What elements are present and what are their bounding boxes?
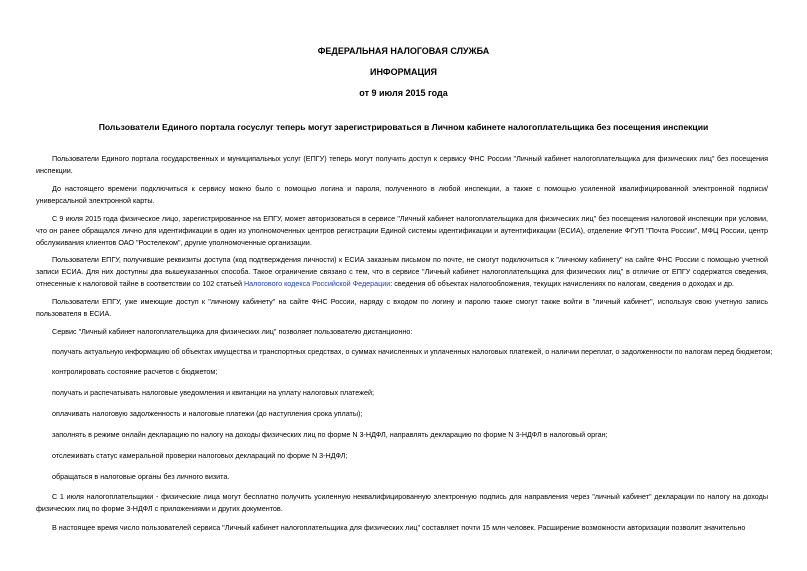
list-item-declaration: заполнять в режиме онлайн декларацию по налогу на доходы физических лиц по форме N 3-НДФЛ, направлять декларацию по форме N 3-НДФЛ в налоговый орган; [52, 430, 608, 439]
list-item-pay: оплачивать налоговую задолженность и налоговые платежи (до наступления срока уплаты); [52, 409, 363, 418]
list-item-info: получать актуальную информацию об объектах имущества и транспортных средствах, о суммах начисленных и уплаченных налоговых платежей, о наличии переплат, о задолженности по налогам перед бюджетом; [52, 347, 773, 356]
tax-code-link[interactable]: Налогового кодекса Российской Федерации [243, 279, 391, 288]
doc-type-heading: ИНФОРМАЦИЯ [369, 67, 438, 77]
list-item-print: получать и распечатывать налоговые уведомления и квитанции на уплату налоговых платежей; [52, 388, 374, 397]
paragraph-7: С 1 июля налогоплательщики - физические лица могут бесплатно получить усиленную неквалифицированную электронную подпись для направления через "личный кабинет" декларации по налогу на доходы физических лиц по форме 3-НДФЛ с приложениями и других документов. [36, 492, 768, 513]
paragraph-8: В настоящее время число пользователей сервиса "Личный кабинет налогоплательщика для физических лиц" составляет почти 15 млн человек. Расширение возможности авторизации позволит значительно [52, 523, 746, 532]
document-title: Пользователи Единого портала госуслуг теперь могут зарегистрироваться в Личном кабинете налогоплательщика без посещения инспекции [98, 122, 709, 132]
list-item-control: контролировать состояние расчетов с бюджетом; [52, 367, 218, 376]
paragraph-2: До настоящего времени подключиться к сервису можно было с помощью логина и пароля, полученного в любой инспекции, а также с помощью усиленной квалифицированной электронной подписи/универсальной электронной карты. [36, 184, 768, 205]
paragraph-1: Пользователи Единого портала государственных и муниципальных услуг (ЕПГУ) теперь могут получить доступ к сервису ФНС России "Личный кабинет налогоплательщика для физических лиц" без посещения инспекции. [36, 154, 768, 175]
agency-heading: ФЕДЕРАЛЬНАЯ НАЛОГОВАЯ СЛУЖБА [317, 46, 490, 56]
paragraph-5: Пользователи ЕПГУ, уже имеющие доступ к "личному кабинету" на сайте ФНС России, наряду с входом по логину и паролю также смогут также войти в "личный кабинет", используя свою учетную запись пользователя в ЕСИА. [36, 297, 768, 318]
list-item-contact: обращаться в налоговые органы без личного визита. [52, 472, 230, 481]
list-item-status: отслеживать статус камеральной проверки налоговых деклараций по форме N 3-НДФЛ; [52, 451, 348, 460]
paragraph-4 [36, 254, 768, 290]
doc-date: от 9 июля 2015 года [359, 88, 448, 98]
paragraph-4-text-end: : сведения об объектах налогообложения, текущих начислениях по налогам, сведения о доходах и др. [390, 279, 734, 288]
paragraph-4-text-start: Пользователи ЕПГУ, получившие реквизиты доступа (код подтверждения личности) к ЕСИА заказным письмом по почте, не смогут подключиться к "личному кабинету" на сайте ФНС России с помощью учетной записи ЕСИА. Для них доступны два вышеуказанных способа. Такое ограничение связано с тем, что в сервисе "Личный кабинет налогоплательщика для физических лиц" в отличие от ЕПГУ содержатся сведения, отнесенные к налоговой тайне в соответствии со 102 статьей [36, 255, 768, 288]
paragraph-6: Сервис "Личный кабинет налогоплательщика для физических лиц" позволяет пользователю дистанционно: [52, 327, 413, 336]
paragraph-3: С 9 июля 2015 года физическое лицо, зарегистрированное на ЕПГУ, может авторизоваться в сервисе "Личный кабинет налогоплательщика для физических лиц" без посещения налоговой инспекции при условии, что он ранее обращался лично для идентификации в один из уполномоченных центров регистрации Единой системы идентификации и аутентификации (ЕСИА), отделение ФГУП "Почта России", МФЦ России, центр обслуживания клиентов ОАО "Ростелеком", другие уполномоченные организации. [36, 214, 768, 247]
